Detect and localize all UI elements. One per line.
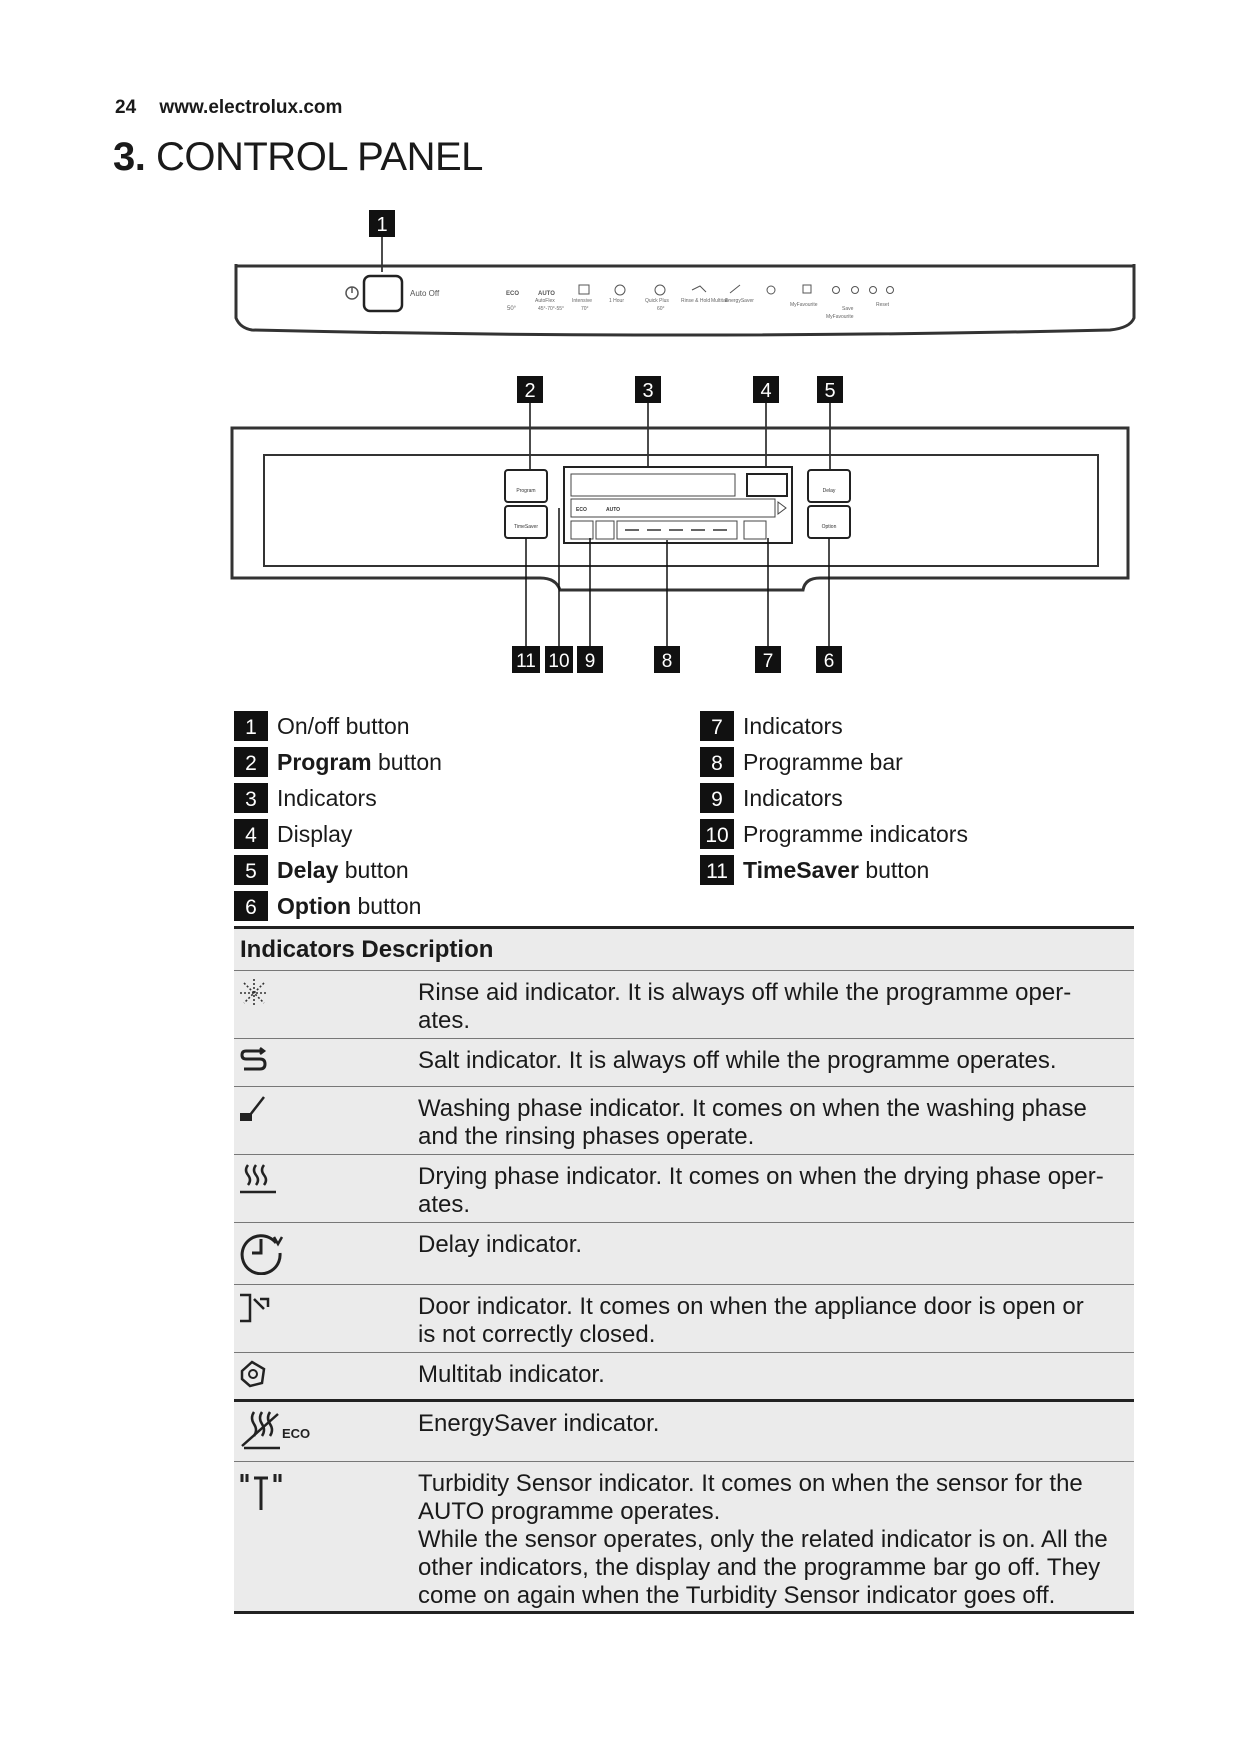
callout-9 (577, 538, 603, 673)
table-row (234, 1461, 1134, 1611)
door-icon (238, 1291, 274, 1323)
svg-text:2: 2 (524, 380, 536, 402)
option-button (808, 506, 850, 538)
drying-phase-icon (238, 1161, 278, 1197)
row-description: EnergySaver indicator. (418, 1410, 660, 1437)
washing-phase-icon (238, 1093, 270, 1125)
svg-text:Intensive: Intensive (572, 298, 593, 304)
legend-item: 11 TimeSaver button (700, 852, 968, 888)
table-header: Indicators Description (234, 926, 1134, 970)
svg-text:8: 8 (661, 651, 673, 672)
timesaver-button (505, 506, 547, 538)
svg-text:6: 6 (823, 651, 835, 672)
rinse-aid-icon (238, 977, 270, 1009)
svg-text:EnergySaver: EnergySaver (725, 298, 754, 304)
table-row (234, 1222, 1134, 1284)
svg-text:7: 7 (762, 651, 774, 672)
legend-left (234, 708, 442, 924)
table-row (234, 1086, 1134, 1154)
svg-text:45°-70°-55°: 45°-70°-55° (538, 306, 565, 312)
callout-11 (512, 538, 540, 673)
page-number: 24 (115, 97, 137, 118)
svg-text:10: 10 (548, 651, 570, 672)
salt-icon (238, 1045, 270, 1077)
row-description: Salt indicator. It is always off while the programme operates. (418, 1047, 1057, 1074)
svg-text:AutoFlex: AutoFlex (535, 298, 555, 304)
table-row (234, 1352, 1134, 1399)
energysaver-icon-label: ECO (282, 1426, 310, 1441)
section-title-text: CONTROL PANEL (155, 135, 483, 179)
table-row (234, 1154, 1134, 1222)
svg-text:ECO: ECO (506, 291, 520, 297)
row-description: Multitab indicator. (418, 1361, 605, 1388)
callout-6 (816, 538, 842, 673)
multitab-icon (238, 1359, 268, 1389)
row-description: Rinse aid indicator. It is always off while the programme oper- ates. (418, 979, 1072, 1034)
callout-1 (369, 210, 395, 272)
header-url: www.electrolux.com (159, 97, 343, 118)
legend-item: 8 Programme bar (700, 744, 968, 780)
svg-text:1 Hour: 1 Hour (609, 298, 625, 304)
section-number: 3. (113, 135, 146, 179)
indicators-table (234, 926, 1134, 1614)
legend-item: 9 Indicators (700, 780, 968, 816)
svg-text:Auto Off: Auto Off (410, 289, 440, 298)
svg-text:Rinse & Hold: Rinse & Hold (681, 298, 711, 304)
svg-text:TimeSaver: TimeSaver (514, 524, 538, 530)
row-description: Door indicator. It comes on when the appliance door is open or is not correctly closed. (418, 1293, 1084, 1348)
callout-7 (755, 538, 781, 673)
legend-item: 2 Program button (234, 744, 442, 780)
svg-text:Save: Save (842, 306, 854, 312)
svg-text:50°: 50° (507, 306, 517, 312)
legend-item: 4 Display (234, 816, 442, 852)
svg-text:Delay: Delay (822, 488, 836, 494)
svg-text:9: 9 (584, 651, 596, 672)
lower-panel (232, 428, 1128, 590)
table-row (234, 1038, 1134, 1086)
svg-text:MyFavourite: MyFavourite (826, 314, 854, 320)
svg-text:60°: 60° (657, 306, 665, 312)
delay-button (808, 470, 850, 502)
program-button (505, 470, 547, 502)
svg-text:Reset: Reset (876, 302, 890, 308)
turbidity-sensor-icon (238, 1472, 284, 1512)
row-description: Drying phase indicator. It comes on when the drying phase oper- ates. (418, 1163, 1104, 1218)
onoff-button (364, 276, 402, 311)
control-panel-diagram (0, 0, 1241, 700)
svg-text:3: 3 (642, 380, 654, 402)
svg-text:AUTO: AUTO (538, 291, 555, 297)
svg-text:Option: Option (821, 524, 837, 530)
legend-item: 5 Delay button (234, 852, 442, 888)
svg-text:70°: 70° (581, 306, 589, 312)
legend-item: 10 Programme indicators (700, 816, 968, 852)
svg-text:Program: Program (516, 488, 536, 494)
svg-text:5: 5 (824, 380, 836, 402)
top-panel (236, 264, 1134, 335)
callout-8 (654, 540, 680, 673)
row-description: Turbidity Sensor indicator. It comes on when the sensor for the AUTO programme operates. While the sensor operates, only the related indicator is on. All the other indicators, the display and the programme bar go off. They come on again when the Turbidity Sensor indicator goes off. (418, 1470, 1108, 1609)
svg-text:ECO: ECO (576, 507, 587, 513)
legend-item: 1 On/off button (234, 708, 442, 744)
svg-text:Multitab: Multitab (711, 298, 729, 304)
indicator-block (564, 467, 792, 543)
svg-text:11: 11 (516, 651, 536, 672)
table-row (234, 970, 1134, 1038)
svg-text:4: 4 (760, 380, 772, 402)
svg-text:AUTO: AUTO (606, 507, 621, 513)
legend-item: 3 Indicators (234, 780, 442, 816)
svg-text:Quick Plus: Quick Plus (645, 298, 669, 304)
table-row (234, 1399, 1134, 1461)
svg-text:1: 1 (376, 214, 388, 236)
legend-item: 6 Option button (234, 888, 442, 924)
row-description: Delay indicator. (418, 1231, 583, 1258)
legend-right (700, 708, 968, 888)
delay-icon (238, 1229, 284, 1275)
energysaver-icon (238, 1408, 310, 1454)
legend-item: 7 Indicators (700, 708, 968, 744)
table-row (234, 1284, 1134, 1352)
svg-text:MyFavourite: MyFavourite (790, 302, 818, 308)
row-description: Washing phase indicator. It comes on when the washing phase and the rinsing phases operate. (418, 1095, 1087, 1150)
